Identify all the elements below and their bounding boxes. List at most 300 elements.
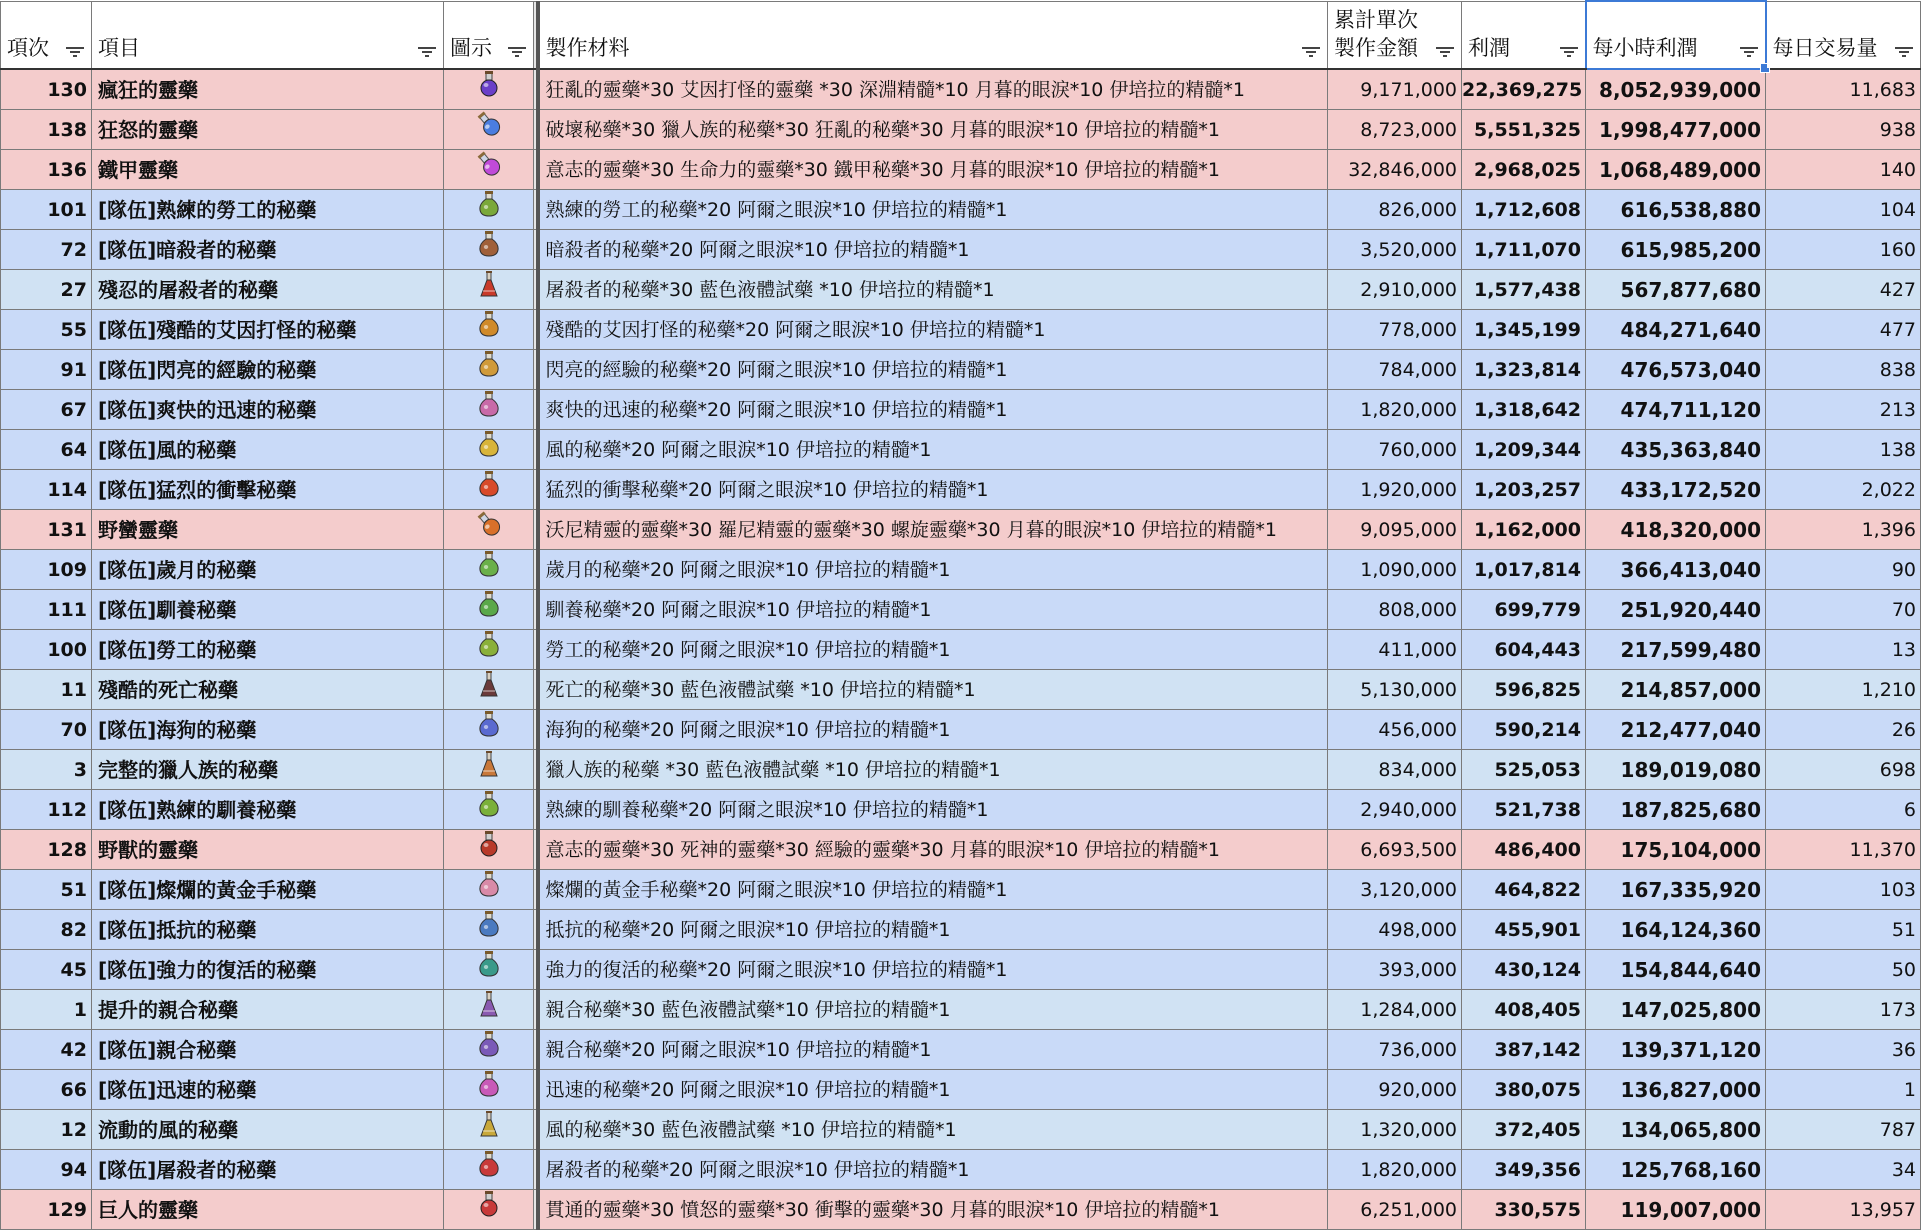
cell-daily-volume[interactable]: 698: [1766, 750, 1921, 790]
cell-icon[interactable]: [444, 1190, 534, 1230]
cell-hourly-profit[interactable]: 1,998,477,000: [1586, 110, 1766, 150]
table-row[interactable]: [1, 110, 1921, 150]
table-row[interactable]: [1, 230, 1921, 270]
cell-daily-volume[interactable]: 477: [1766, 310, 1921, 350]
tilted-blue-potion-icon: [475, 110, 503, 149]
cell-daily-volume[interactable]: 13,957: [1766, 1190, 1921, 1230]
cell-icon[interactable]: [444, 790, 534, 830]
cell-materials[interactable]: 燦爛的黃金手秘藥*20 阿爾之眼淚*10 伊培拉的精髓*1: [538, 870, 1328, 910]
table-row[interactable]: [1, 150, 1921, 190]
cell-daily-volume[interactable]: 90: [1766, 550, 1921, 590]
cell-materials[interactable]: 暗殺者的秘藥*20 阿爾之眼淚*10 伊培拉的精髓*1: [538, 230, 1328, 270]
cell-profit[interactable]: 521,738: [1462, 790, 1586, 830]
cell-icon[interactable]: [444, 150, 534, 190]
cell-daily-volume[interactable]: 70: [1766, 590, 1921, 630]
cell-index[interactable]: 136: [1, 150, 92, 190]
cell-daily-volume[interactable]: 13: [1766, 630, 1921, 670]
header-hourly-label: 每小時利潤: [1592, 36, 1698, 60]
cell-daily-volume[interactable]: 1: [1766, 1070, 1921, 1110]
cell-item-name[interactable]: 提升的親合秘藥: [92, 990, 444, 1030]
cell-index[interactable]: 129: [1, 1190, 92, 1230]
cell-cost[interactable]: 778,000: [1328, 310, 1462, 350]
table-row[interactable]: [1, 69, 1921, 110]
table-row[interactable]: [1, 1070, 1921, 1110]
cell-profit[interactable]: 1,209,344: [1462, 430, 1586, 470]
cell-index[interactable]: 130: [1, 69, 92, 110]
filter-icon[interactable]: [1739, 45, 1759, 59]
cell-icon[interactable]: [444, 1030, 534, 1070]
cell-materials[interactable]: 熟練的勞工的秘藥*20 阿爾之眼淚*10 伊培拉的精髓*1: [538, 190, 1328, 230]
table-row[interactable]: [1, 590, 1921, 630]
filter-icon[interactable]: [1894, 45, 1914, 59]
cell-index[interactable]: 3: [1, 750, 92, 790]
table-row[interactable]: [1, 1150, 1921, 1190]
cell-daily-volume[interactable]: 50: [1766, 950, 1921, 990]
cell-hourly-profit[interactable]: 119,007,000: [1586, 1190, 1766, 1230]
header-item-label: 項目: [98, 36, 140, 60]
pink-flask-icon: [476, 390, 502, 429]
cell-index[interactable]: 114: [1, 470, 92, 510]
yellow-cone-flask-icon: [477, 1110, 501, 1149]
cell-item-name[interactable]: 狂怒的靈藥: [92, 110, 444, 150]
cell-cost[interactable]: 736,000: [1328, 1030, 1462, 1070]
cell-index[interactable]: 66: [1, 1070, 92, 1110]
filter-icon[interactable]: [65, 45, 85, 59]
cell-daily-volume[interactable]: 103: [1766, 870, 1921, 910]
filter-icon[interactable]: [1301, 45, 1321, 59]
cell-profit[interactable]: 430,124: [1462, 950, 1586, 990]
filter-icon[interactable]: [1435, 45, 1455, 59]
cell-hourly-profit[interactable]: 164,124,360: [1586, 910, 1766, 950]
cell-profit[interactable]: 5,551,325: [1462, 110, 1586, 150]
table-row[interactable]: [1, 790, 1921, 830]
cell-materials[interactable]: 強力的復活的秘藥*20 阿爾之眼淚*10 伊培拉的精髓*1: [538, 950, 1328, 990]
filter-icon[interactable]: [1559, 45, 1579, 59]
brown-flask-icon: [476, 230, 502, 269]
filter-icon[interactable]: [507, 45, 527, 59]
header-index-label: 項次: [7, 36, 49, 60]
table-row[interactable]: [1, 350, 1921, 390]
cell-icon[interactable]: [444, 510, 534, 550]
cell-icon[interactable]: [444, 750, 534, 790]
cell-hourly-profit[interactable]: 567,877,680: [1586, 270, 1766, 310]
cell-materials[interactable]: 歲月的秘藥*20 阿爾之眼淚*10 伊培拉的精髓*1: [538, 550, 1328, 590]
cell-materials[interactable]: 猛烈的衝擊秘藥*20 阿爾之眼淚*10 伊培拉的精髓*1: [538, 470, 1328, 510]
cell-materials[interactable]: 意志的靈藥*30 生命力的靈藥*30 鐵甲秘藥*30 月暮的眼淚*10 伊培拉的精髓*1: [538, 150, 1328, 190]
cell-item-name[interactable]: [隊伍]馴養秘藥: [92, 590, 444, 630]
cell-materials[interactable]: 海狗的秘藥*20 阿爾之眼淚*10 伊培拉的精髓*1: [538, 710, 1328, 750]
cell-hourly-profit[interactable]: 615,985,200: [1586, 230, 1766, 270]
cell-materials[interactable]: 屠殺者的秘藥*30 藍色液體試藥 *10 伊培拉的精髓*1: [538, 270, 1328, 310]
cell-index[interactable]: 55: [1, 310, 92, 350]
cell-item-name[interactable]: [隊伍]強力的復活的秘藥: [92, 950, 444, 990]
cell-hourly-profit[interactable]: 8,052,939,000: [1586, 69, 1766, 110]
cell-cost[interactable]: 1,820,000: [1328, 390, 1462, 430]
cell-icon[interactable]: [444, 190, 534, 230]
cell-profit[interactable]: 1,711,070: [1462, 230, 1586, 270]
cell-index[interactable]: 131: [1, 510, 92, 550]
cell-cost[interactable]: 6,693,500: [1328, 830, 1462, 870]
cell-index[interactable]: 101: [1, 190, 92, 230]
cell-hourly-profit[interactable]: 134,065,800: [1586, 1110, 1766, 1150]
cell-cost[interactable]: 3,520,000: [1328, 230, 1462, 270]
cell-icon[interactable]: [444, 1070, 534, 1110]
cell-item-name[interactable]: [隊伍]爽快的迅速的秘藥: [92, 390, 444, 430]
header-materials: [538, 1, 1328, 69]
cell-profit[interactable]: 596,825: [1462, 670, 1586, 710]
cell-hourly-profit[interactable]: 418,320,000: [1586, 510, 1766, 550]
cell-profit[interactable]: 525,053: [1462, 750, 1586, 790]
header-materials-label: 製作材料: [545, 36, 630, 60]
cell-daily-volume[interactable]: 173: [1766, 990, 1921, 1030]
cell-cost[interactable]: 393,000: [1328, 950, 1462, 990]
cell-icon[interactable]: [444, 550, 534, 590]
cell-cost[interactable]: 456,000: [1328, 710, 1462, 750]
cell-index[interactable]: 12: [1, 1110, 92, 1150]
cell-hourly-profit[interactable]: 136,827,000: [1586, 1070, 1766, 1110]
cell-index[interactable]: 64: [1, 430, 92, 470]
cell-daily-volume[interactable]: 11,683: [1766, 69, 1921, 110]
round-purple-potion-icon: [476, 70, 502, 109]
cell-icon[interactable]: [444, 590, 534, 630]
cell-icon[interactable]: [444, 670, 534, 710]
cell-daily-volume[interactable]: 938: [1766, 110, 1921, 150]
cell-daily-volume[interactable]: 427: [1766, 270, 1921, 310]
cell-icon[interactable]: [444, 710, 534, 750]
cell-profit[interactable]: 349,356: [1462, 1150, 1586, 1190]
cell-item-name[interactable]: [隊伍]屠殺者的秘藥: [92, 1150, 444, 1190]
header-cost-line1: 累計單次: [1334, 8, 1418, 32]
cell-profit[interactable]: 590,214: [1462, 710, 1586, 750]
cell-profit[interactable]: 604,443: [1462, 630, 1586, 670]
cell-profit[interactable]: 330,575: [1462, 1190, 1586, 1230]
cell-hourly-profit[interactable]: 214,857,000: [1586, 670, 1766, 710]
cell-cost[interactable]: 8,723,000: [1328, 110, 1462, 150]
cell-item-name[interactable]: 野蠻靈藥: [92, 510, 444, 550]
cell-item-name[interactable]: 巨人的靈藥: [92, 1190, 444, 1230]
cell-profit[interactable]: 1,162,000: [1462, 510, 1586, 550]
table-row[interactable]: [1, 310, 1921, 350]
table-row[interactable]: [1, 670, 1921, 710]
cell-materials[interactable]: 親合秘藥*20 阿爾之眼淚*10 伊培拉的精髓*1: [538, 1030, 1328, 1070]
cell-materials[interactable]: 風的秘藥*20 阿爾之眼淚*10 伊培拉的精髓*1: [538, 430, 1328, 470]
cell-item-name[interactable]: [隊伍]親合秘藥: [92, 1030, 444, 1070]
cell-daily-volume[interactable]: 34: [1766, 1150, 1921, 1190]
cell-daily-volume[interactable]: 838: [1766, 350, 1921, 390]
cell-icon[interactable]: [444, 270, 534, 310]
cell-hourly-profit[interactable]: 433,172,520: [1586, 470, 1766, 510]
cell-item-name[interactable]: 殘酷的死亡秘藥: [92, 670, 444, 710]
cell-materials[interactable]: 狂亂的靈藥*30 艾因打怪的靈藥 *30 深淵精髓*10 月暮的眼淚*10 伊培拉的精髓*1: [538, 69, 1328, 110]
cell-icon[interactable]: [444, 230, 534, 270]
cell-index[interactable]: 72: [1, 230, 92, 270]
cell-icon[interactable]: [444, 630, 534, 670]
cell-daily-volume[interactable]: 6: [1766, 790, 1921, 830]
cell-profit[interactable]: 380,075: [1462, 1070, 1586, 1110]
cell-index[interactable]: 70: [1, 710, 92, 750]
round-red-potion-icon: [476, 830, 502, 869]
red-flask-icon: [476, 1150, 502, 1189]
purple-cone-flask-icon: [477, 990, 501, 1029]
cell-index[interactable]: 100: [1, 630, 92, 670]
cell-item-name[interactable]: [隊伍]海狗的秘藥: [92, 710, 444, 750]
cell-cost[interactable]: 2,910,000: [1328, 270, 1462, 310]
cell-hourly-profit[interactable]: 147,025,800: [1586, 990, 1766, 1030]
cell-profit[interactable]: 455,901: [1462, 910, 1586, 950]
table-body: [1, 69, 1921, 1230]
table-row[interactable]: [1, 830, 1921, 870]
cell-hourly-profit[interactable]: 212,477,040: [1586, 710, 1766, 750]
cell-icon[interactable]: [444, 350, 534, 390]
cell-cost[interactable]: 1,284,000: [1328, 990, 1462, 1030]
cell-daily-volume[interactable]: 51: [1766, 910, 1921, 950]
cell-materials[interactable]: 獵人族的秘藥 *30 藍色液體試藥 *10 伊培拉的精髓*1: [538, 750, 1328, 790]
header-cost: [1328, 1, 1462, 69]
cell-materials[interactable]: 爽快的迅速的秘藥*20 阿爾之眼淚*10 伊培拉的精髓*1: [538, 390, 1328, 430]
cell-profit[interactable]: 1,323,814: [1462, 350, 1586, 390]
cell-item-name[interactable]: 瘋狂的靈藥: [92, 69, 444, 110]
cell-item-name[interactable]: 完整的獵人族的秘藥: [92, 750, 444, 790]
header-profit: [1462, 1, 1586, 69]
green-flask-icon: [476, 190, 502, 229]
cell-hourly-profit[interactable]: 139,371,120: [1586, 1030, 1766, 1070]
cell-daily-volume[interactable]: 26: [1766, 710, 1921, 750]
cell-cost[interactable]: 834,000: [1328, 750, 1462, 790]
cell-cost[interactable]: 760,000: [1328, 430, 1462, 470]
cell-materials[interactable]: 熟練的馴養秘藥*20 阿爾之眼淚*10 伊培拉的精髓*1: [538, 790, 1328, 830]
green-flask-icon: [476, 590, 502, 629]
header-hourly-selected[interactable]: [1586, 1, 1766, 69]
cell-item-name[interactable]: [隊伍]殘酷的艾因打怪的秘藥: [92, 310, 444, 350]
cell-cost[interactable]: 1,320,000: [1328, 1110, 1462, 1150]
cell-profit[interactable]: 1,577,438: [1462, 270, 1586, 310]
cell-daily-volume[interactable]: 1,396: [1766, 510, 1921, 550]
cell-hourly-profit[interactable]: 125,768,160: [1586, 1150, 1766, 1190]
table-row[interactable]: [1, 910, 1921, 950]
cell-item-name[interactable]: 鐵甲靈藥: [92, 150, 444, 190]
table-row[interactable]: [1, 1030, 1921, 1070]
cell-materials[interactable]: 貫通的靈藥*30 憤怒的靈藥*30 衝擊的靈藥*30 月暮的眼淚*10 伊培拉的精髓*1: [538, 1190, 1328, 1230]
cell-daily-volume[interactable]: 160: [1766, 230, 1921, 270]
cell-index[interactable]: 11: [1, 670, 92, 710]
cell-materials[interactable]: 沃尼精靈的靈藥*30 羅尼精靈的靈藥*30 螺旋靈藥*30 月暮的眼淚*10 伊培拉的精髓*1: [538, 510, 1328, 550]
cell-materials[interactable]: 親合秘藥*30 藍色液體試藥*10 伊培拉的精髓*1: [538, 990, 1328, 1030]
cell-hourly-profit[interactable]: 366,413,040: [1586, 550, 1766, 590]
cell-item-name[interactable]: [隊伍]熟練的勞工的秘藥: [92, 190, 444, 230]
cell-profit[interactable]: 699,779: [1462, 590, 1586, 630]
cell-icon[interactable]: [444, 830, 534, 870]
cell-index[interactable]: 111: [1, 590, 92, 630]
cell-item-name[interactable]: [隊伍]熟練的馴養秘藥: [92, 790, 444, 830]
cell-profit[interactable]: 486,400: [1462, 830, 1586, 870]
header-icon: [444, 1, 534, 69]
table-row[interactable]: [1, 950, 1921, 990]
cell-icon[interactable]: [444, 390, 534, 430]
cell-cost[interactable]: 1,820,000: [1328, 1150, 1462, 1190]
cell-icon[interactable]: [444, 110, 534, 150]
cell-cost[interactable]: 5,130,000: [1328, 670, 1462, 710]
cell-cost[interactable]: 6,251,000: [1328, 1190, 1462, 1230]
cell-hourly-profit[interactable]: 187,825,680: [1586, 790, 1766, 830]
cell-daily-volume[interactable]: 2,022: [1766, 470, 1921, 510]
cell-index[interactable]: 27: [1, 270, 92, 310]
header-profit-label: 利潤: [1468, 36, 1510, 60]
cell-cost[interactable]: 2,940,000: [1328, 790, 1462, 830]
cell-profit[interactable]: 22,369,275: [1462, 69, 1586, 110]
header-volume-label: 每日交易量: [1772, 36, 1878, 60]
cell-index[interactable]: 91: [1, 350, 92, 390]
cell-index[interactable]: 82: [1, 910, 92, 950]
cell-cost[interactable]: 498,000: [1328, 910, 1462, 950]
red-flask-icon: [476, 470, 502, 509]
cell-materials[interactable]: 屠殺者的秘藥*20 阿爾之眼淚*10 伊培拉的精髓*1: [538, 1150, 1328, 1190]
cell-profit[interactable]: 1,017,814: [1462, 550, 1586, 590]
cell-cost[interactable]: 3,120,000: [1328, 870, 1462, 910]
cell-index[interactable]: 51: [1, 870, 92, 910]
cell-daily-volume[interactable]: 213: [1766, 390, 1921, 430]
cell-daily-volume[interactable]: 140: [1766, 150, 1921, 190]
cell-icon[interactable]: [444, 430, 534, 470]
cell-item-name[interactable]: [隊伍]暗殺者的秘藥: [92, 230, 444, 270]
cell-item-name[interactable]: [隊伍]猛烈的衝擊秘藥: [92, 470, 444, 510]
cell-materials[interactable]: 馴養秘藥*20 阿爾之眼淚*10 伊培拉的精髓*1: [538, 590, 1328, 630]
cell-icon[interactable]: [444, 910, 534, 950]
cell-item-name[interactable]: [隊伍]迅速的秘藥: [92, 1070, 444, 1110]
cell-item-name[interactable]: [隊伍]歲月的秘藥: [92, 550, 444, 590]
cell-hourly-profit[interactable]: 251,920,440: [1586, 590, 1766, 630]
cell-item-name[interactable]: [隊伍]燦爛的黃金手秘藥: [92, 870, 444, 910]
cell-cost[interactable]: 32,846,000: [1328, 150, 1462, 190]
cell-icon[interactable]: [444, 1110, 534, 1150]
cell-item-name[interactable]: [隊伍]勞工的秘藥: [92, 630, 444, 670]
header-volume: [1766, 1, 1921, 69]
cell-cost[interactable]: 1,090,000: [1328, 550, 1462, 590]
cell-materials[interactable]: 破壞秘藥*30 獵人族的秘藥*30 狂亂的秘藥*30 月暮的眼淚*10 伊培拉的精髓*1: [538, 110, 1328, 150]
cell-icon[interactable]: [444, 69, 534, 110]
cell-index[interactable]: 128: [1, 830, 92, 870]
cell-daily-volume[interactable]: 104: [1766, 190, 1921, 230]
cell-materials[interactable]: 抵抗的秘藥*20 阿爾之眼淚*10 伊培拉的精髓*1: [538, 910, 1328, 950]
header-cost-line2: 製作金額: [1334, 36, 1418, 60]
cell-materials[interactable]: 殘酷的艾因打怪的秘藥*20 阿爾之眼淚*10 伊培拉的精髓*1: [538, 310, 1328, 350]
cell-materials[interactable]: 風的秘藥*30 藍色液體試藥 *10 伊培拉的精髓*1: [538, 1110, 1328, 1150]
cell-index[interactable]: 94: [1, 1150, 92, 1190]
cell-materials[interactable]: 迅速的秘藥*20 阿爾之眼淚*10 伊培拉的精髓*1: [538, 1070, 1328, 1110]
table-row[interactable]: [1, 470, 1921, 510]
cell-cost[interactable]: 784,000: [1328, 350, 1462, 390]
cell-item-name[interactable]: [隊伍]閃亮的經驗的秘藥: [92, 350, 444, 390]
table-row[interactable]: [1, 270, 1921, 310]
header-row: [1, 1, 1921, 69]
cell-cost[interactable]: 411,000: [1328, 630, 1462, 670]
cell-profit[interactable]: 387,142: [1462, 1030, 1586, 1070]
cell-daily-volume[interactable]: 36: [1766, 1030, 1921, 1070]
table-row[interactable]: [1, 190, 1921, 230]
cell-hourly-profit[interactable]: 616,538,880: [1586, 190, 1766, 230]
cell-hourly-profit[interactable]: 1,068,489,000: [1586, 150, 1766, 190]
cell-profit[interactable]: 1,318,642: [1462, 390, 1586, 430]
table-row[interactable]: [1, 390, 1921, 430]
cell-profit[interactable]: 2,968,025: [1462, 150, 1586, 190]
cell-daily-volume[interactable]: 787: [1766, 1110, 1921, 1150]
cell-profit[interactable]: 372,405: [1462, 1110, 1586, 1150]
cell-profit[interactable]: 1,345,199: [1462, 310, 1586, 350]
cell-daily-volume[interactable]: 11,370: [1766, 830, 1921, 870]
round-red-potion-icon: [476, 1190, 502, 1229]
cell-hourly-profit[interactable]: 154,844,640: [1586, 950, 1766, 990]
cell-cost[interactable]: 1,920,000: [1328, 470, 1462, 510]
cell-hourly-profit[interactable]: 484,271,640: [1586, 310, 1766, 350]
cell-item-name[interactable]: 野獸的靈藥: [92, 830, 444, 870]
cell-icon[interactable]: [444, 310, 534, 350]
cell-item-name[interactable]: 殘忍的屠殺者的秘藥: [92, 270, 444, 310]
cell-profit[interactable]: 408,405: [1462, 990, 1586, 1030]
cell-index[interactable]: 42: [1, 1030, 92, 1070]
cell-cost[interactable]: 920,000: [1328, 1070, 1462, 1110]
cell-materials[interactable]: 死亡的秘藥*30 藍色液體試藥 *10 伊培拉的精髓*1: [538, 670, 1328, 710]
cell-profit[interactable]: 1,203,257: [1462, 470, 1586, 510]
cell-index[interactable]: 67: [1, 390, 92, 430]
table-row[interactable]: [1, 710, 1921, 750]
cell-materials[interactable]: 閃亮的經驗的秘藥*20 阿爾之眼淚*10 伊培拉的精髓*1: [538, 350, 1328, 390]
cell-profit[interactable]: 1,712,608: [1462, 190, 1586, 230]
cell-hourly-profit[interactable]: 217,599,480: [1586, 630, 1766, 670]
table-row[interactable]: [1, 990, 1921, 1030]
cell-item-name[interactable]: [隊伍]抵抗的秘藥: [92, 910, 444, 950]
table-row[interactable]: [1, 550, 1921, 590]
cell-materials[interactable]: 意志的靈藥*30 死神的靈藥*30 經驗的靈藥*30 月暮的眼淚*10 伊培拉的精髓*1: [538, 830, 1328, 870]
cell-icon[interactable]: [444, 950, 534, 990]
table-row[interactable]: [1, 510, 1921, 550]
cell-icon[interactable]: [444, 870, 534, 910]
cell-cost[interactable]: 808,000: [1328, 590, 1462, 630]
pink-flask-icon: [476, 1070, 502, 1109]
cell-index[interactable]: 1: [1, 990, 92, 1030]
cell-profit[interactable]: 464,822: [1462, 870, 1586, 910]
cell-item-name[interactable]: 流動的風的秘藥: [92, 1110, 444, 1150]
cell-icon[interactable]: [444, 990, 534, 1030]
filter-icon[interactable]: [417, 45, 437, 59]
cell-index[interactable]: 138: [1, 110, 92, 150]
cell-hourly-profit[interactable]: 189,019,080: [1586, 750, 1766, 790]
cell-index[interactable]: 109: [1, 550, 92, 590]
cell-cost[interactable]: 9,095,000: [1328, 510, 1462, 550]
blue-flask-icon: [476, 710, 502, 749]
cell-icon[interactable]: [444, 470, 534, 510]
table-row[interactable]: [1, 630, 1921, 670]
table-row[interactable]: [1, 430, 1921, 470]
cell-hourly-profit[interactable]: 474,711,120: [1586, 390, 1766, 430]
cell-hourly-profit[interactable]: 167,335,920: [1586, 870, 1766, 910]
cell-materials[interactable]: 勞工的秘藥*20 阿爾之眼淚*10 伊培拉的精髓*1: [538, 630, 1328, 670]
orange-flask-icon: [476, 310, 502, 349]
table-row[interactable]: [1, 870, 1921, 910]
cell-cost[interactable]: 9,171,000: [1328, 69, 1462, 110]
cell-hourly-profit[interactable]: 175,104,000: [1586, 830, 1766, 870]
cell-index[interactable]: 45: [1, 950, 92, 990]
cell-icon[interactable]: [444, 1150, 534, 1190]
table-row[interactable]: [1, 1190, 1921, 1230]
cell-hourly-profit[interactable]: 435,363,840: [1586, 430, 1766, 470]
table-row[interactable]: [1, 1110, 1921, 1150]
cell-hourly-profit[interactable]: 476,573,040: [1586, 350, 1766, 390]
cell-index[interactable]: 112: [1, 790, 92, 830]
cell-item-name[interactable]: [隊伍]風的秘藥: [92, 430, 444, 470]
table-row[interactable]: [1, 750, 1921, 790]
cell-daily-volume[interactable]: 138: [1766, 430, 1921, 470]
cell-cost[interactable]: 826,000: [1328, 190, 1462, 230]
cell-daily-volume[interactable]: 1,210: [1766, 670, 1921, 710]
